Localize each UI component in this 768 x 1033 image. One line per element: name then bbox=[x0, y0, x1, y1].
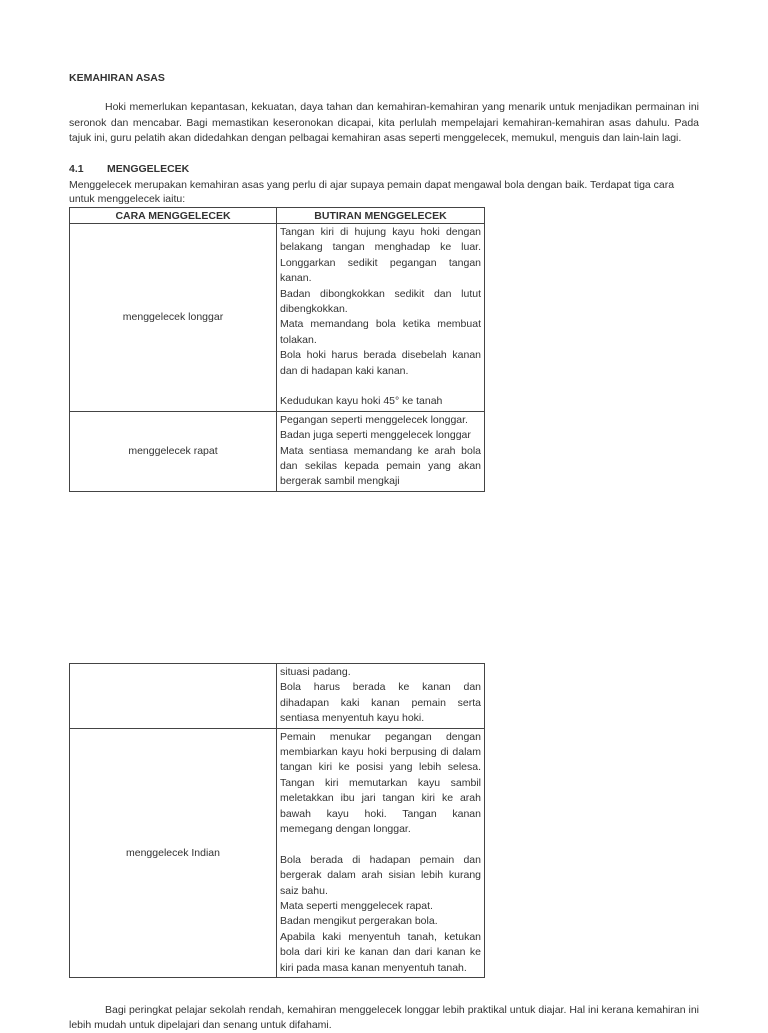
table-row bbox=[70, 728, 485, 977]
intro-paragraph: Hoki memerlukan kepantasan, kekuatan, daya tahan dan kemahiran-kemahiran yang menarik untuk menjadikan permainan ini seronok dan mencabar. Bagi memastikan keseronokan dicapai, kita perlulah mempelajari kemahiran-kemahiran asas dahulu. Pada tajuk ini, guru pelatih akan didedahkan dengan pelbagai kemahiran asas seperti menggelecek, memukul, menguis dan lain-lain lagi. bbox=[69, 101, 699, 144]
dribbling-table-continued bbox=[69, 663, 485, 978]
details-cell bbox=[277, 664, 485, 729]
detail-line: situasi padang. bbox=[280, 666, 351, 678]
table-row bbox=[70, 411, 485, 491]
detail-line: Pemain menukar pegangan dengan membiarkan kayu hoki berpusing di dalam tangan kiri ke posisi yang lebih selesa. Tangan kiri memutarkan kayu sambil meletakkan ibu jari tangan kiri ke arah bawah kayu hoki. Tangan kanan memegang dengan longgar. bbox=[280, 730, 481, 836]
details-cell bbox=[277, 411, 485, 491]
detail-line: Apabila kaki menyentuh tanah, ketukan bola dari kiri ke kanan dan dari kanan ke kiri pada masa kanan menyentuh tanah. bbox=[280, 930, 481, 974]
method-cell bbox=[70, 664, 277, 729]
detail-line: Tangan kiri di hujung kayu hoki dengan belakang tangan menghadap ke luar. Longgarkan sedikit pegangan tangan kanan. bbox=[280, 226, 481, 285]
section-intro: Menggelecek merupakan kemahiran asas yang perlu di ajar supaya pemain dapat mengawal bola dengan baik. Terdapat tiga cara untuk menggelecek iaitu: bbox=[69, 179, 675, 205]
page-heading: KEMAHIRAN ASAS bbox=[69, 72, 165, 84]
closing-paragraph: Bagi peringkat pelajar sekolah rendah, kemahiran menggelecek longgar lebih praktikal untuk diajar. Hal ini kerana kemahiran ini lebih mudah untuk dipelajari dan senang untuk difahami. bbox=[69, 1004, 699, 1031]
section-title: MENGGELECEK bbox=[107, 163, 190, 175]
dribbling-table bbox=[69, 207, 485, 492]
section-number: 4.1 bbox=[69, 163, 84, 175]
details-cell bbox=[277, 728, 485, 977]
detail-line bbox=[280, 379, 481, 394]
detail-line: Badan juga seperti menggelecek longgar bbox=[280, 429, 471, 442]
method-cell: menggelecek Indian bbox=[70, 728, 277, 977]
detail-line: Mata memandang bola ketika membuat tolakan. bbox=[280, 318, 481, 346]
detail-line: Mata seperti menggelecek rapat. bbox=[280, 900, 433, 913]
method-cell: menggelecek longgar bbox=[70, 224, 277, 412]
detail-line: Badan mengikut pergerakan bola. bbox=[280, 915, 438, 928]
detail-line: Kedudukan kayu hoki 45° ke tanah bbox=[280, 395, 443, 408]
table-row bbox=[70, 224, 485, 412]
detail-line: Badan dibongkokkan sedikit dan lutut dibengkokkan. bbox=[280, 287, 481, 316]
detail-line: Pegangan seperti menggelecek longgar. bbox=[280, 413, 468, 426]
section-heading bbox=[69, 163, 189, 175]
table-row bbox=[70, 664, 485, 729]
detail-line: Mata sentiasa memandang ke arah bola dan sekilas kepada pemain yang akan bergerak sambil mengkaji bbox=[280, 444, 481, 488]
detail-line bbox=[280, 837, 481, 852]
header-method: CARA MENGGELECEK bbox=[70, 208, 277, 224]
table-header-row bbox=[70, 208, 485, 224]
method-cell: menggelecek rapat bbox=[70, 411, 277, 491]
details-cell bbox=[277, 224, 485, 412]
detail-line: Bola berada di hadapan pemain dan bergerak dalam arah sisian lebih kurang saiz bahu. bbox=[280, 853, 481, 897]
header-details: BUTIRAN MENGGELECEK bbox=[277, 208, 485, 224]
detail-line: Bola harus berada ke kanan dan dihadapan kaki kanan pemain serta sentiasa menyentuh kayu hoki. bbox=[280, 681, 481, 725]
detail-line: Bola hoki harus berada disebelah kanan dan di hadapan kaki kanan. bbox=[280, 349, 481, 377]
